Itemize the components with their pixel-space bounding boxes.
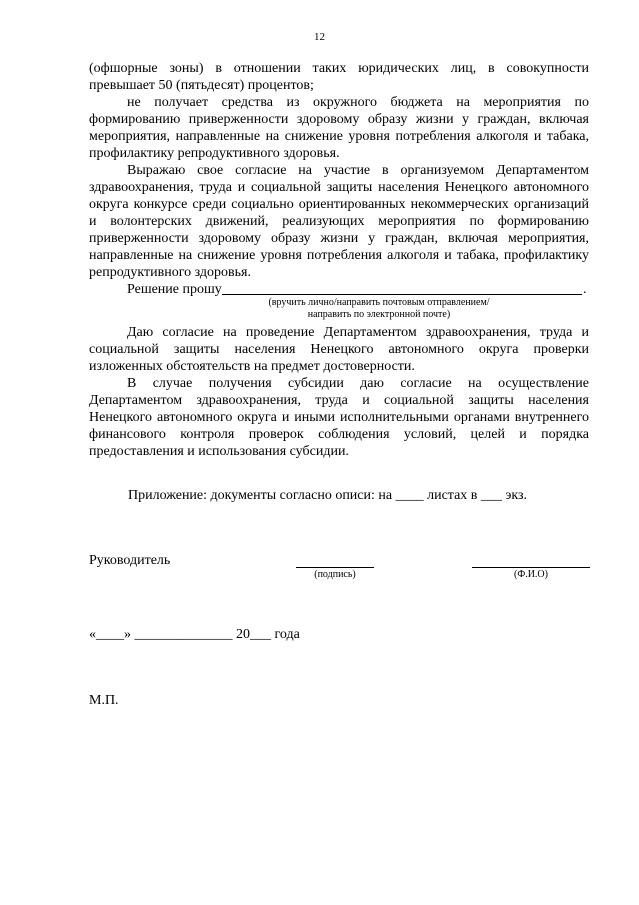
decision-hint-line-1: (вручить лично/направить почтовым отправлением/ xyxy=(268,297,490,308)
decision-fill-line xyxy=(222,294,582,295)
head-label: Руководитель xyxy=(89,553,171,568)
decision-end: . xyxy=(583,282,587,297)
stamp-label: М.П. xyxy=(89,693,119,708)
name-caption: (Ф.И.О) xyxy=(513,569,548,580)
decision-hint-line-2: направить по электронной почте) xyxy=(307,309,451,320)
paragraph-consent-control: В случае получения субсидии даю согласие на осуществление Департаментом здравоохранения, труда и социальной защиты населения Ненецкого автономного округа и иными исполнительными органами внутреннего финансового контроля проверок соблюдения условий, целей и порядка предоставления и использования субсидии. xyxy=(89,376,589,459)
decision-hint xyxy=(229,297,529,321)
document-body xyxy=(89,60,589,460)
paragraph-consent-participation: Выражаю свое согласие на участие в организуемом Департаментом здравоохранения, труда и социальной защиты населения Ненецкого автономного округа конкурсе среди социально ориентированных некоммерческих организаций и волонтерских движений, реализующих мероприятия по формированию приверженности здоровому образу жизни у граждан, включая мероприятия, направленные на снижение уровня потребления алкоголя и табака, профилактику репродуктивного здоровья. xyxy=(89,163,589,280)
name-line xyxy=(472,567,590,568)
signature-caption: (подпись) xyxy=(314,569,356,580)
paragraph-offshore: (офшорные зоны) в отношении таких юридических лиц, в совокупности превышает 50 (пятьдесят) процентов; xyxy=(89,61,589,93)
decision-label: Решение прошу xyxy=(127,282,222,297)
attachment-line: Приложение: документы согласно описи: на ____ листах в ___ экз. xyxy=(128,488,528,503)
page-number: 12 xyxy=(314,31,325,43)
paragraph-no-funds: не получает средства из окружного бюджета на мероприятия по формированию приверженности здоровому образу жизни у граждан, включая мероприятия, направленные на снижение уровня потребления алкоголя и табака, профилактику репродуктивного здоровья. xyxy=(89,95,589,161)
paragraph-consent-verification: Даю согласие на проведение Департаментом здравоохранения, труда и социальной защиты населения Ненецкого автономного округа проверки изложенных обстоятельств на предмет достоверности. xyxy=(89,325,589,374)
date-line: «____» ______________ 20___ года xyxy=(89,627,300,642)
decision-row xyxy=(89,281,589,297)
signature-line xyxy=(296,567,374,568)
